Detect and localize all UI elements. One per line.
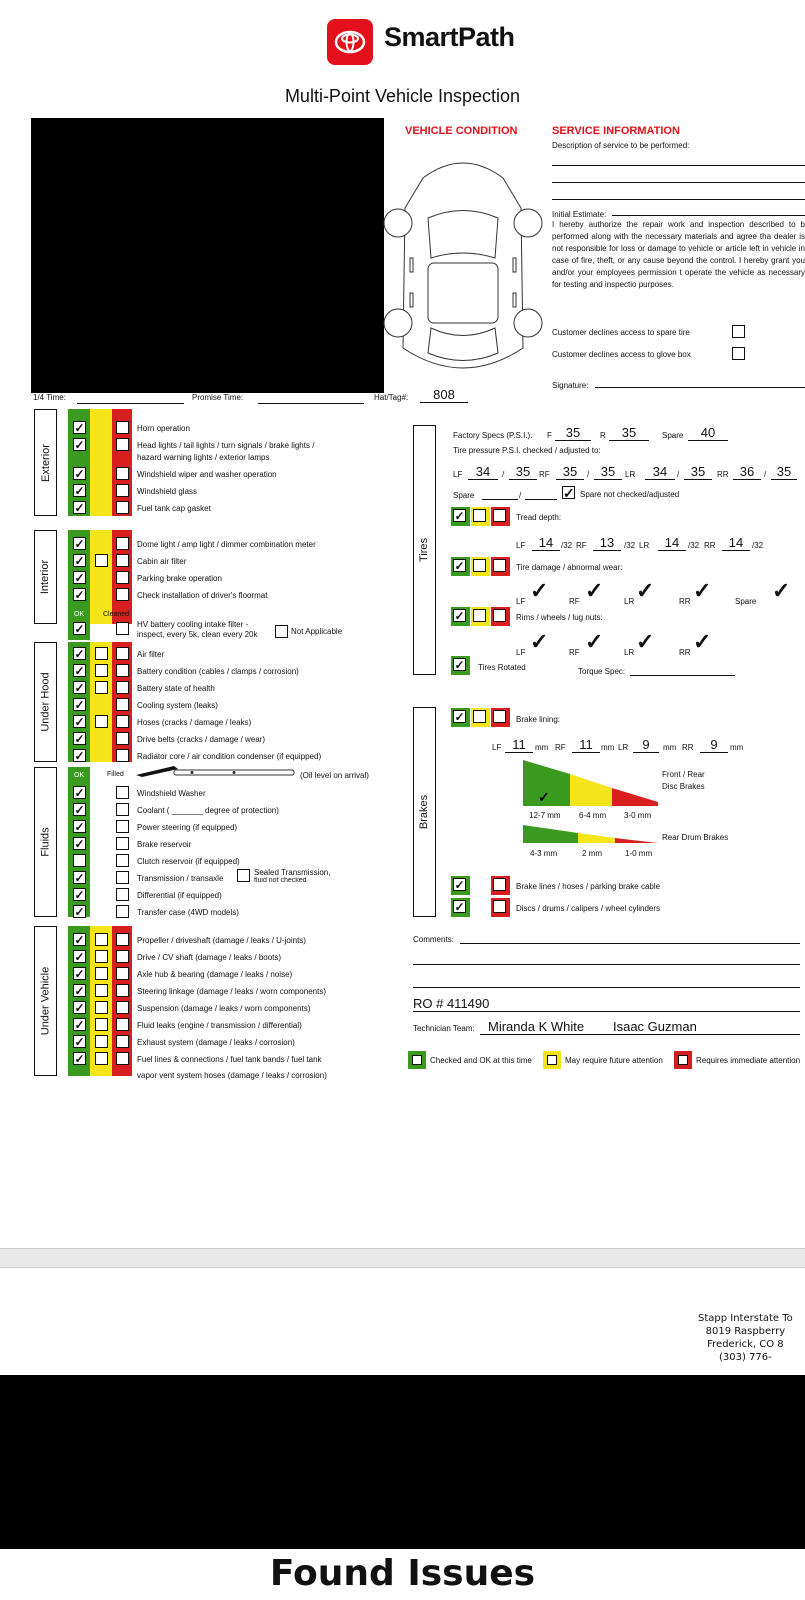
declines-glove-checkbox[interactable] xyxy=(732,347,745,360)
torque-spec-field[interactable] xyxy=(630,675,735,676)
rims-rf-check-icon[interactable]: ✓ xyxy=(585,629,604,654)
check-box[interactable] xyxy=(116,933,129,946)
pressure-checked-label: Tire pressure P.S.I. checked / adjusted to: xyxy=(453,446,601,455)
check-box[interactable] xyxy=(116,732,129,745)
check-box[interactable] xyxy=(73,854,86,867)
per32: /32 xyxy=(688,541,700,550)
per32: /32 xyxy=(752,541,764,550)
signature-line[interactable] xyxy=(595,387,805,388)
exterior-item: Head lights / tail lights / turn signals / brake lights / xyxy=(137,441,315,450)
damage-lr-label: LR xyxy=(624,597,635,606)
spare-before-field[interactable] xyxy=(482,499,518,500)
initial-estimate-label: Initial Estimate: xyxy=(552,210,607,219)
rims-rf-label: RF xyxy=(569,648,580,657)
under-vehicle-section-label: Under Vehicle xyxy=(34,926,57,1076)
check-box[interactable] xyxy=(95,647,108,660)
under-vehicle-item: vapor vent system hoses (damage / leaks / corrosion) xyxy=(137,1071,327,1080)
interior-section-label: Interior xyxy=(34,530,57,624)
redacted-customer-info xyxy=(31,118,384,393)
rims-rr-check-icon[interactable]: ✓ xyxy=(693,629,712,654)
damage-rf-label: RF xyxy=(569,597,580,606)
drum-brakes-label: Rear Drum Brakes xyxy=(662,833,729,842)
fluids-ok-label: OK xyxy=(74,772,85,779)
check-box[interactable] xyxy=(116,1018,129,1031)
check-box[interactable] xyxy=(116,647,129,660)
spare-not-checked-label: Spare not checked/adjusted xyxy=(580,490,680,499)
tread-lr[interactable]: 14 xyxy=(658,535,686,551)
lr-before[interactable]: 34 xyxy=(645,464,675,480)
redacted-block xyxy=(0,1375,805,1549)
tread-lr-label: LR xyxy=(639,541,650,550)
check-box[interactable] xyxy=(116,803,129,816)
description-line-1[interactable] xyxy=(552,165,805,166)
check-box[interactable] xyxy=(116,438,129,451)
spare-not-checked-checkbox[interactable]: ✓ xyxy=(563,485,575,501)
exterior-item: Windshield wiper and washer operation xyxy=(137,470,277,479)
check-box[interactable]: ✓ xyxy=(74,438,85,452)
check-box[interactable] xyxy=(95,1052,108,1065)
check-box[interactable]: ✓ xyxy=(74,749,85,763)
check-box[interactable]: ✓ xyxy=(74,1001,85,1015)
mm: mm xyxy=(601,743,615,752)
spare-psi[interactable]: 40 xyxy=(688,425,728,441)
technician-names: Miranda K White Isaac Guzman xyxy=(488,1019,697,1034)
legend-yellow: May require future attention xyxy=(543,1051,663,1069)
check-box[interactable]: ✓ xyxy=(74,967,85,981)
oil-level-label: (Oil level on arrival) xyxy=(300,771,369,780)
brake-green-box[interactable]: ✓ xyxy=(451,708,470,727)
check-box[interactable] xyxy=(95,950,108,963)
check-box[interactable]: ✓ xyxy=(74,421,85,435)
brake-yellow-box[interactable] xyxy=(471,708,490,727)
tread-lf[interactable]: 14 xyxy=(532,535,560,551)
rims-lf-label: LF xyxy=(516,648,526,657)
rims-label: Rims / wheels / lug nuts: xyxy=(516,613,603,622)
brake-lines-green-box[interactable]: ✓ xyxy=(451,876,470,895)
exterior-item: hazard warning lights / exterior lamps xyxy=(137,453,270,462)
torque-spec-label: Torque Spec: xyxy=(578,667,626,676)
check-box[interactable]: ✓ xyxy=(74,950,85,964)
damage-spare-label: Spare xyxy=(735,597,757,606)
drum-scale-1: 4-3 mm xyxy=(530,849,558,858)
check-box[interactable] xyxy=(95,1018,108,1031)
check-box[interactable]: ✓ xyxy=(74,484,85,498)
brake-rf[interactable]: 11 xyxy=(572,737,600,753)
brake-lf-label: LF xyxy=(492,743,502,752)
check-box[interactable] xyxy=(95,1001,108,1014)
exterior-item: Fuel tank cap gasket xyxy=(137,504,211,513)
check-box[interactable] xyxy=(95,1035,108,1048)
brake-lr-label: LR xyxy=(618,743,629,752)
check-box[interactable]: ✓ xyxy=(74,1035,85,1049)
rf-before[interactable]: 35 xyxy=(556,464,584,480)
rf-after[interactable]: 35 xyxy=(594,464,622,480)
fluid-item: Differential (if equipped) xyxy=(137,891,222,900)
rr-label: RR xyxy=(717,470,729,479)
brake-red-box[interactable] xyxy=(491,708,510,727)
hv-na-label: Not Applicable xyxy=(291,627,343,636)
page-title: Multi-Point Vehicle Inspection xyxy=(284,86,521,106)
fluid-item: Windshield Washer xyxy=(137,789,206,798)
check-box[interactable] xyxy=(116,1001,129,1014)
rims-rr-label: RR xyxy=(679,648,691,657)
check-box[interactable] xyxy=(95,554,108,567)
tire-damage-label: Tire damage / abnormal wear: xyxy=(516,563,623,572)
check-box[interactable]: ✓ xyxy=(74,888,85,902)
check-box[interactable] xyxy=(116,888,129,901)
under-vehicle-item: Suspension (damage / leaks / worn components) xyxy=(137,1004,311,1013)
found-issues-heading: Found Issues xyxy=(269,1553,536,1594)
check-box[interactable]: ✓ xyxy=(74,933,85,947)
spare-spec-label: Spare xyxy=(662,431,684,440)
check-box[interactable] xyxy=(116,537,129,550)
disc-label-2: Disc Brakes xyxy=(662,782,705,791)
check-box[interactable] xyxy=(116,967,129,980)
r-label: R xyxy=(600,431,606,440)
brake-rf-label: RF xyxy=(555,743,566,752)
check-box[interactable] xyxy=(116,501,129,514)
check-box[interactable]: ✓ xyxy=(74,1018,85,1032)
check-box[interactable] xyxy=(116,421,129,434)
per32: /32 xyxy=(624,541,636,550)
description-line-3[interactable] xyxy=(552,199,805,200)
lf-label: LF xyxy=(453,470,463,479)
promise-time-label: Promise Time: xyxy=(192,393,244,402)
damage-yellow-box[interactable] xyxy=(471,557,490,576)
under-vehicle-item: Axle hub & bearing (damage / leaks / noise) xyxy=(137,970,293,979)
brake-lines-label: Brake lines / hoses / parking brake cable xyxy=(516,882,661,891)
brake-rr-label: RR xyxy=(682,743,694,752)
check-box[interactable] xyxy=(116,837,129,850)
rims-lr-label: LR xyxy=(624,648,635,657)
check-box[interactable]: ✓ xyxy=(74,905,85,919)
exterior-item: Windshield glass xyxy=(137,487,198,496)
tread-rf-label: RF xyxy=(576,541,587,550)
rims-green-box[interactable]: ✓ xyxy=(451,607,470,626)
tread-rf[interactable]: 13 xyxy=(593,535,621,551)
under-hood-item: Radiator core / air condition condenser (if equipped) xyxy=(137,752,322,761)
disc-scale-2: 6-4 mm xyxy=(579,811,607,820)
check-box[interactable]: ✓ xyxy=(74,786,85,800)
toyota-logo-icon xyxy=(327,19,373,65)
comments-line-2[interactable] xyxy=(413,964,800,965)
tread-red-box[interactable] xyxy=(491,507,510,526)
check-box[interactable]: ✓ xyxy=(74,820,85,834)
discs-red-box[interactable] xyxy=(491,898,510,917)
disc-scale-3: 3-0 mm xyxy=(624,811,652,820)
signature-label: Signature: xyxy=(552,381,589,390)
svg-text:✓: ✓ xyxy=(538,789,550,805)
check-box[interactable]: ✓ xyxy=(74,803,85,817)
check-box[interactable]: ✓ xyxy=(74,537,85,551)
brake-rr[interactable]: 9 xyxy=(700,737,728,753)
fluids-section-label: Fluids xyxy=(34,767,57,917)
address-line-4: (303) 776- xyxy=(719,1352,772,1363)
check-box[interactable] xyxy=(116,681,129,694)
per32: /32 xyxy=(561,541,573,550)
fluids-filled-label: Filled xyxy=(107,771,124,778)
check-box[interactable]: ✓ xyxy=(74,647,85,661)
check-box[interactable]: ✓ xyxy=(74,871,85,885)
check-box[interactable] xyxy=(116,484,129,497)
damage-red-box[interactable] xyxy=(491,557,510,576)
check-box[interactable] xyxy=(95,715,108,728)
check-box[interactable] xyxy=(95,664,108,677)
damage-lf-check-icon[interactable]: ✓ xyxy=(530,578,549,603)
under-vehicle-item: Fluid leaks (engine / transmission / differential) xyxy=(137,1021,302,1030)
lf-before[interactable]: 34 xyxy=(468,464,498,480)
slash: / xyxy=(519,491,522,500)
authorization-text: I hereby authorize the repair work and inspection described to b performed along with the necessary materials and agree tha dealer is not responsible for loss or damage to vehicle or article left in vehicle in case of fire, theft, or any cause beyond the control. I hereby grant you and/or your employees permission t operate the vehicle as necessary for testing and inspectio purposes. xyxy=(552,220,805,289)
lr-after[interactable]: 35 xyxy=(684,464,712,480)
damage-rf-check-icon[interactable]: ✓ xyxy=(585,578,604,603)
slash: / xyxy=(502,470,505,479)
tread-rr[interactable]: 14 xyxy=(722,535,750,551)
hv-na-checkbox[interactable] xyxy=(275,625,288,638)
dipstick-icon xyxy=(134,763,296,781)
damage-lr-check-icon[interactable]: ✓ xyxy=(636,578,655,603)
hat-tag-label: Hat/Tag#: xyxy=(374,393,409,402)
fluid-item: Clutch reservoir (if equipped) xyxy=(137,857,240,866)
hv-cleaned-label: Cleaned xyxy=(103,611,130,618)
r-psi[interactable]: 35 xyxy=(609,425,649,441)
sealed-transmission-checkbox[interactable] xyxy=(237,869,250,882)
check-box[interactable] xyxy=(116,1035,129,1048)
initial-estimate-line[interactable] xyxy=(612,215,805,216)
check-box[interactable] xyxy=(116,467,129,480)
quarter-time-label: 1/4 Time: xyxy=(33,393,66,402)
hv-ok-label: OK xyxy=(74,611,85,618)
check-box[interactable]: ✓ xyxy=(74,554,85,568)
check-box[interactable] xyxy=(95,933,108,946)
comments-label: Comments: xyxy=(413,935,454,944)
sealed-line-2: fluid not checked xyxy=(254,877,307,883)
check-box[interactable] xyxy=(116,871,129,884)
brake-lines-red-box[interactable] xyxy=(491,876,510,895)
fluid-item: Brake reservoir xyxy=(137,840,192,849)
comments-line-3[interactable] xyxy=(413,987,800,988)
comments-line-1[interactable] xyxy=(460,943,800,944)
description-line-2[interactable] xyxy=(552,182,805,183)
damage-lf-label: LF xyxy=(516,597,526,606)
comments-line-4[interactable] xyxy=(413,1011,800,1012)
check-box[interactable]: ✓ xyxy=(74,837,85,851)
rotated-green-box[interactable]: ✓ xyxy=(451,656,470,675)
address-line-3: Frederick, CO 8 xyxy=(707,1339,784,1350)
check-box[interactable]: ✓ xyxy=(74,715,85,729)
slash: / xyxy=(677,470,680,479)
brake-lf[interactable]: 11 xyxy=(505,737,533,753)
dealer-address xyxy=(698,1312,793,1364)
fluid-item: Coolant ( _______ degree of protection) xyxy=(137,806,279,815)
description-label: Description of service to be performed: xyxy=(552,141,690,150)
check-box[interactable]: ✓ xyxy=(74,732,85,746)
disc-label-1: Front / Rear xyxy=(662,770,705,779)
technician-label: Technician Team: xyxy=(413,1024,475,1033)
under-vehicle-item: Propeller / driveshaft (damage / leaks / U-joints) xyxy=(137,936,306,945)
damage-rr-check-icon[interactable]: ✓ xyxy=(693,578,712,603)
rims-lr-check-icon[interactable]: ✓ xyxy=(636,629,655,654)
under-hood-section-label: Under Hood xyxy=(34,642,57,762)
hv-line-1: HV battery cooling intake filter - xyxy=(137,620,249,629)
drum-brake-gauge xyxy=(520,823,660,843)
brake-lr[interactable]: 9 xyxy=(633,737,659,753)
rr-before[interactable]: 36 xyxy=(733,464,761,480)
check-box[interactable] xyxy=(116,749,129,762)
interior-item: Dome light / amp light / dimmer combination meter xyxy=(137,540,316,549)
legend-red: Requires immediate attention xyxy=(674,1051,800,1069)
check-box[interactable] xyxy=(116,984,129,997)
tread-green-box[interactable]: ✓ xyxy=(451,507,470,526)
check-box[interactable]: ✓ xyxy=(74,501,85,515)
under-hood-item: Battery condition (cables / clamps / corrosion) xyxy=(137,667,299,676)
tires-rotated-label: Tires Rotated xyxy=(478,663,526,672)
damage-spare-check-icon[interactable]: ✓ xyxy=(772,578,791,603)
damage-green-box[interactable]: ✓ xyxy=(451,557,470,576)
exterior-section-label: Exterior xyxy=(34,409,57,516)
interior-item: Cabin air filter xyxy=(137,557,187,566)
check-box[interactable] xyxy=(95,967,108,980)
page-separator xyxy=(0,1248,805,1268)
check-box[interactable] xyxy=(116,571,129,584)
address-line-1: Stapp Interstate To xyxy=(698,1313,793,1324)
check-box[interactable] xyxy=(95,681,108,694)
hv-cleaned-checkbox[interactable] xyxy=(116,622,129,635)
ro-number: RO # 411490 xyxy=(413,996,490,1011)
brakes-section-label: Brakes xyxy=(413,707,436,917)
check-box[interactable]: ✓ xyxy=(74,681,85,695)
check-box[interactable] xyxy=(95,984,108,997)
under-vehicle-item: Exhaust system (damage / leaks / corrosion) xyxy=(137,1038,295,1047)
drum-scale-3: 1-0 mm xyxy=(625,849,653,858)
rims-lf-check-icon[interactable]: ✓ xyxy=(530,629,549,654)
mm: mm xyxy=(730,743,744,752)
under-hood-item: Drive belts (cracks / damage / wear) xyxy=(137,735,266,744)
f-psi[interactable]: 35 xyxy=(555,425,591,441)
check-box[interactable] xyxy=(116,820,129,833)
fluid-item: Transmission / transaxle xyxy=(137,874,224,883)
check-box[interactable] xyxy=(116,698,129,711)
tread-lf-label: LF xyxy=(516,541,526,550)
service-information-heading: SERVICE INFORMATION xyxy=(552,125,680,137)
discs-green-box[interactable]: ✓ xyxy=(451,898,470,917)
mm: mm xyxy=(535,743,549,752)
brand-name: SmartPath xyxy=(384,22,515,52)
brake-lining-label: Brake lining: xyxy=(516,715,561,724)
spare-row-label: Spare xyxy=(453,491,475,500)
tread-yellow-box[interactable] xyxy=(471,507,490,526)
fluid-item: Power steering (if equipped) xyxy=(137,823,238,832)
disc-scale-1: 12-7 mm xyxy=(529,811,561,820)
declines-glove-label: Customer declines access to glove box xyxy=(552,350,691,359)
vehicle-condition-heading: VEHICLE CONDITION xyxy=(405,125,518,137)
mm: mm xyxy=(663,743,677,752)
check-box[interactable] xyxy=(116,905,129,918)
slash: / xyxy=(764,470,767,479)
rims-red-box[interactable] xyxy=(491,607,510,626)
discs-label: Discs / drums / calipers / wheel cylinders xyxy=(516,904,661,913)
damage-rr-label: RR xyxy=(679,597,691,606)
spare-after-field[interactable] xyxy=(525,499,557,500)
check-box[interactable]: ✓ xyxy=(74,1052,85,1066)
address-line-2: 8019 Raspberry xyxy=(705,1326,786,1337)
quarter-time-field[interactable] xyxy=(77,403,184,404)
hv-ok-checkbox[interactable]: ✓ xyxy=(74,622,85,636)
rf-label: RF xyxy=(539,470,550,479)
tread-rr-label: RR xyxy=(704,541,716,550)
check-box[interactable] xyxy=(116,588,129,601)
check-box[interactable]: ✓ xyxy=(74,467,85,481)
check-box[interactable] xyxy=(116,786,129,799)
check-box[interactable]: ✓ xyxy=(74,664,85,678)
check-box[interactable]: ✓ xyxy=(74,984,85,998)
interior-item: Check installation of driver's floormat xyxy=(137,591,268,600)
check-box[interactable]: ✓ xyxy=(74,588,85,602)
drum-scale-2: 2 mm xyxy=(582,849,602,858)
under-hood-item: Hoses (cracks / damage / leaks) xyxy=(137,718,252,727)
under-hood-item: Battery state of health xyxy=(137,684,215,693)
check-box[interactable]: ✓ xyxy=(74,571,85,585)
lf-after[interactable]: 35 xyxy=(509,464,537,480)
slash: / xyxy=(587,470,590,479)
f-label: F xyxy=(547,431,552,440)
exterior-item: Horn operation xyxy=(137,424,190,433)
check-box[interactable] xyxy=(116,1052,129,1065)
declines-spare-checkbox[interactable] xyxy=(732,325,745,338)
under-vehicle-item: Steering linkage (damage / leaks / worn components) xyxy=(137,987,326,996)
sealed-line-1: Sealed Transmission, xyxy=(254,868,331,877)
technician-line xyxy=(480,1034,800,1035)
promise-time-field[interactable] xyxy=(258,403,364,404)
fluid-item: Transfer case (4WD models) xyxy=(137,908,239,917)
check-box[interactable] xyxy=(116,715,129,728)
under-vehicle-item: Drive / CV shaft (damage / leaks / boots) xyxy=(137,953,282,962)
tires-section-label: Tires xyxy=(413,425,436,675)
declines-spare-label: Customer declines access to spare tire xyxy=(552,328,690,337)
check-box[interactable] xyxy=(116,664,129,677)
rr-after[interactable]: 35 xyxy=(771,464,797,480)
lr-label: LR xyxy=(625,470,636,479)
check-box[interactable] xyxy=(116,950,129,963)
check-box[interactable]: ✓ xyxy=(74,698,85,712)
car-diagram[interactable] xyxy=(383,148,543,388)
check-box[interactable] xyxy=(116,854,129,867)
factory-specs-label: Factory Specs (P.S.I.). xyxy=(453,431,533,440)
hv-line-2: inspect, every 5k, clean every 20k xyxy=(137,630,258,639)
disc-brake-gauge xyxy=(520,758,660,806)
hat-tag-value[interactable]: 808 xyxy=(420,387,468,403)
legend-green: Checked and OK at this time xyxy=(408,1051,532,1069)
check-box[interactable] xyxy=(116,554,129,567)
interior-item: Parking brake operation xyxy=(137,574,222,583)
tread-depth-label: Tread depth: xyxy=(516,513,562,522)
under-hood-item: Air filter xyxy=(137,650,165,659)
under-vehicle-item: Fuel lines & connections / fuel tank bands / fuel tank xyxy=(137,1055,322,1064)
rims-yellow-box[interactable] xyxy=(471,607,490,626)
under-hood-item: Cooling system (leaks) xyxy=(137,701,218,710)
